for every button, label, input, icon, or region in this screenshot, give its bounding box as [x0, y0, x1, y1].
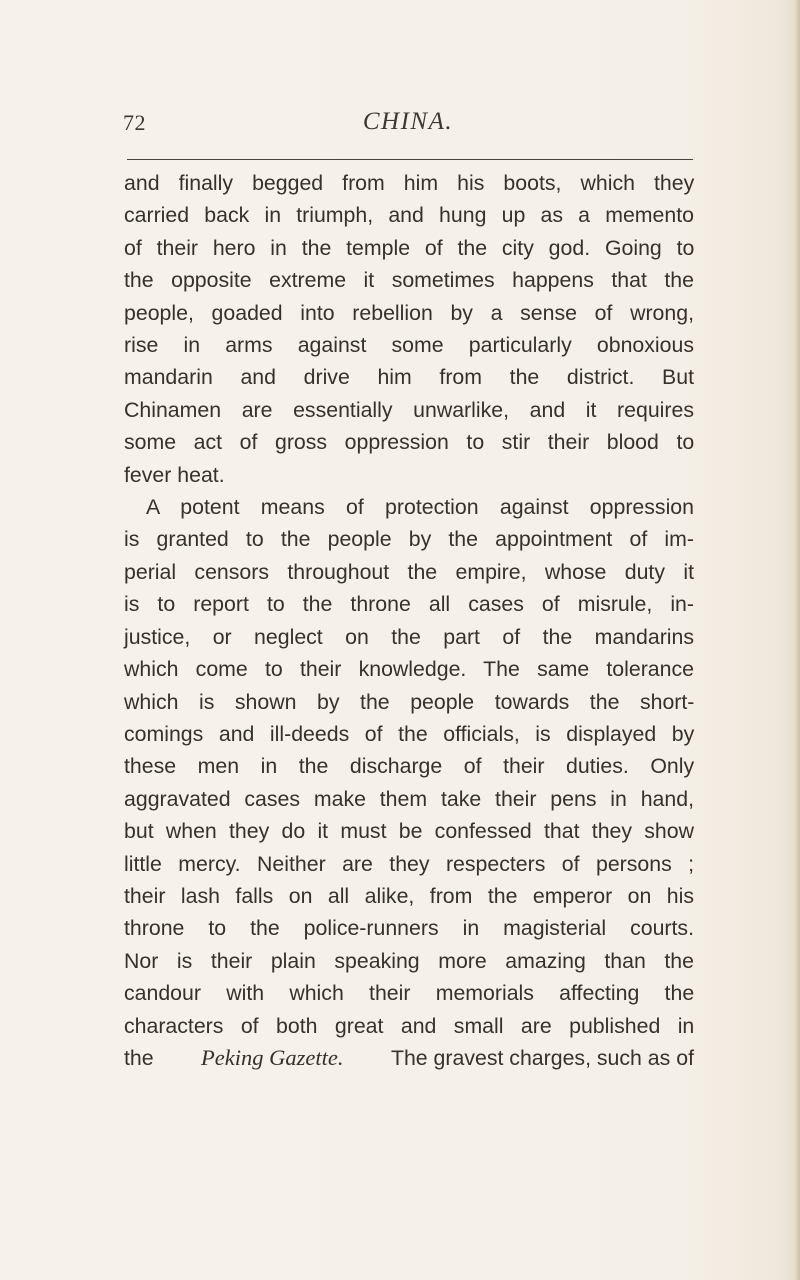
text-line: is to report to the throne all cases of misrule, in-: [124, 592, 694, 617]
text-line: perial censors throughout the empire, whose duty it: [124, 559, 694, 584]
paragraph-2: [124, 491, 694, 1074]
body-text: [124, 167, 694, 1074]
text-line: justice, or neglect on the part of the mandarins: [124, 624, 695, 649]
text-line: candour with which their memorials affecting the: [124, 981, 695, 1006]
text-line-final: [124, 1042, 694, 1074]
text-line: comings and ill-deeds of the officials, is displayed by: [124, 721, 695, 746]
text-line: is granted to the people by the appointment of im-: [124, 527, 694, 552]
text-line: some act of gross oppression to stir their blood to: [124, 430, 695, 455]
text-line: A potent means of protection against oppression: [146, 495, 694, 520]
publication-title: Peking Gazette.: [201, 1044, 344, 1070]
text-line: and finally begged from him his boots, which they: [124, 171, 695, 195]
text-line: throne to the police-runners in magisterial courts.: [124, 916, 694, 941]
text-line: which is shown by the people towards the short-: [124, 689, 695, 714]
text-line: aggravated cases make them take their pens in hand,: [124, 786, 694, 811]
text-line: the opposite extreme it sometimes happens that the: [124, 268, 694, 293]
text-line: fever heat.: [124, 462, 225, 487]
text-line: Chinamen are essentially unwarlike, and it requires: [124, 397, 694, 422]
text-line: people, goaded into rebellion by a sense of wrong,: [124, 300, 694, 325]
text-line: their lash falls on all alike, from the emperor on his: [124, 883, 694, 908]
text-fragment: the: [124, 1045, 154, 1070]
page-number: 72: [123, 110, 146, 135]
text-line: rise in arms against some particularly obnoxious: [124, 333, 694, 358]
text-line: these men in the discharge of their duties. Only: [124, 754, 695, 779]
paragraph-1: [124, 167, 694, 491]
text-fragment: The gravest charges, such as of: [390, 1045, 694, 1070]
text-line: characters of both great and small are published in: [124, 1013, 695, 1038]
text-line: but when they do it must be confessed that they show: [124, 819, 694, 844]
text-line: carried back in triumph, and hung up as a memento: [124, 203, 694, 228]
page-edge-shadow: [794, 0, 800, 1280]
text-line: which come to their knowledge. The same tolerance: [124, 657, 694, 682]
text-line: of their hero in the temple of the city god. Going to: [124, 235, 695, 260]
text-line: little mercy. Neither are they respecters of persons ;: [124, 851, 695, 876]
text-line: mandarin and drive him from the district. But: [124, 365, 694, 390]
text-line: Nor is their plain speaking more amazing than the: [124, 948, 694, 973]
running-head: [123, 106, 693, 146]
running-title: CHINA.: [362, 108, 454, 135]
header-rule: [127, 159, 693, 160]
